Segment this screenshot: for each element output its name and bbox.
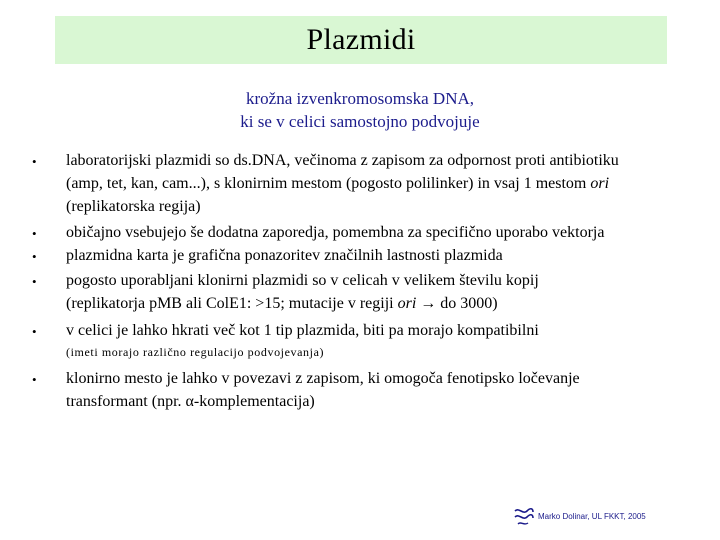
bullet-1-line-3: (replikatorska regija) (66, 198, 201, 215)
bullet-marker: • (32, 154, 37, 169)
ori-term: ori (590, 175, 610, 192)
bullet-3-line-1: plazmidna karta je grafična ponazoritev značilnih lastnosti plazmida (66, 247, 503, 264)
bullet-2-line-1: običajno vsebujejo še dodatna zaporedja, pomembna za specifično uporabo vektorja (66, 224, 605, 241)
page-title: Plazmidi (306, 23, 416, 56)
footer-credit (512, 504, 646, 528)
footer-credit-text: Marko Dolinar, UL FKKT, 2005 (538, 511, 646, 521)
bullet-marker: • (32, 372, 37, 387)
title-banner (55, 16, 667, 64)
subtitle-line-2: ki se v celici samostojno podvojuje (240, 112, 480, 131)
bullet-5-note: (imeti morajo različno regulacijo podvojevanja) (66, 345, 325, 359)
bullet-1-line-2-text: (amp, tet, kan, cam...), s klonirnim mestom (pogosto polilinker) in vsaj 1 mestom (66, 175, 591, 192)
bullet-4-line-2-text: (replikatorja pMB ali ColE1: >15; mutacije v regiji (66, 295, 398, 312)
ori-term: ori (397, 295, 417, 312)
wave-logo-icon (512, 504, 536, 528)
bullet-4-line-1: pogosto uporabljani klonirni plazmidi so v celicah v velikem številu kopij (66, 272, 539, 289)
bullet-marker: • (32, 226, 37, 241)
bullet-4-line-2 (66, 292, 498, 315)
bullet-6-line-2: transformant (npr. α-komplementacija) (66, 393, 315, 410)
bullet-marker: • (32, 249, 37, 264)
bullet-marker: • (32, 274, 37, 289)
bullet-1-line-2 (66, 172, 609, 195)
bullet-1-line-1: laboratorijski plazmidi so ds.DNA, večinoma z zapisom za odpornost proti antibiotiku (66, 152, 619, 169)
bullet-4-line-2-tail: → do 3000) (416, 295, 498, 312)
bullet-6-line-1: klonirno mesto je lahko v povezavi z zapisom, ki omogoča fenotipsko ločevanje (66, 370, 580, 387)
bullet-marker: • (32, 324, 37, 339)
subtitle-line-1: krožna izvenkromosomska DNA, (245, 89, 475, 108)
bullet-5-line-1: v celici je lahko hkrati več kot 1 tip plazmida, biti pa morajo kompatibilni (66, 322, 539, 339)
